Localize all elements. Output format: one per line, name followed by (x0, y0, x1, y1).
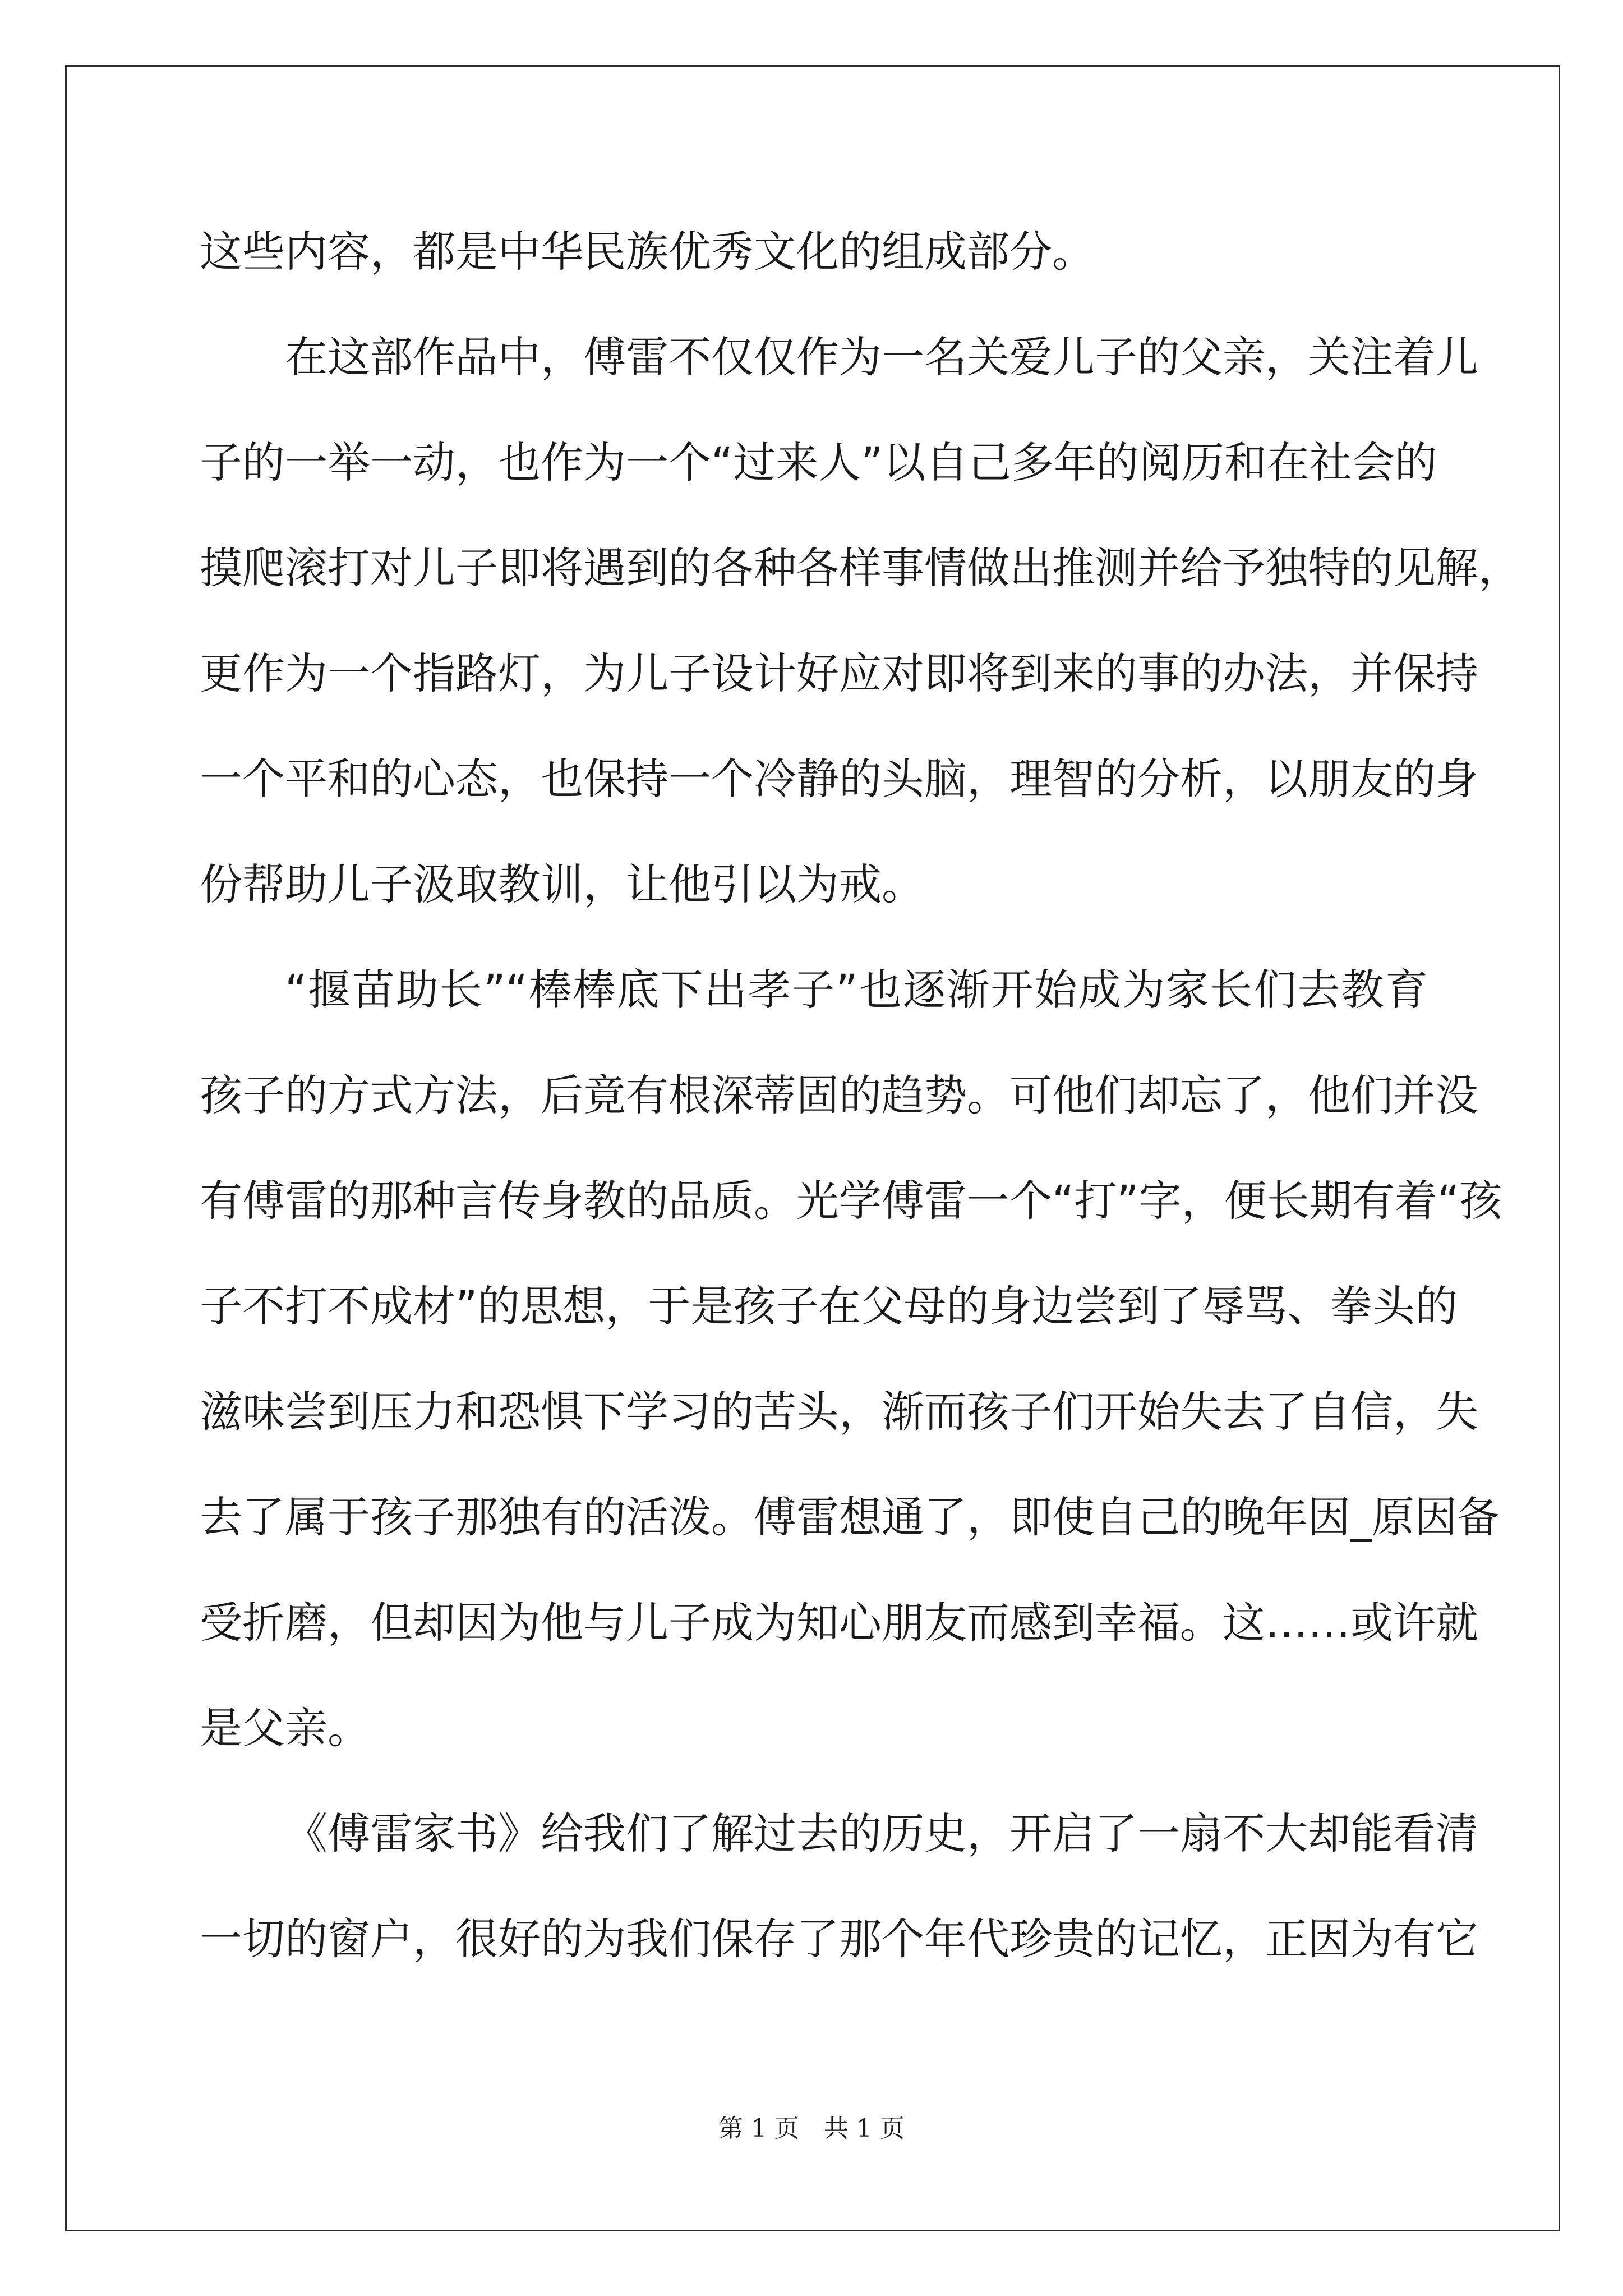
text-line: 一切的窗户，很好的为我们保存了那个年代珍贵的记忆，正因为有它 (200, 1914, 1478, 1964)
text-line: 子的一举一动，也作为一个“过来人”以自己多年的阅历和在社会的 (200, 438, 1437, 487)
text-line: 去了属于孩子那独有的活泼。傅雷想通了，即使自己的晚年因_原因备 (200, 1492, 1500, 1542)
text-line: 滋味尝到压力和恐惧下学习的苦头，渐而孩子们开始失去了自信，失 (200, 1387, 1478, 1437)
document-body (200, 199, 1521, 1992)
page-number: 第 1 页 (718, 2114, 799, 2143)
text-line: 摸爬滚打对儿子即将遇到的各种各样事情做出推测并给予独特的见解， (200, 543, 1521, 593)
text-line: 是父亲。 (200, 1703, 370, 1753)
text-line: 《傅雷家书》给我们了解过去的历史，开启了一扇不大却能看清 (285, 1809, 1478, 1858)
text-line: 受折磨，但却因为他与儿子成为知心朋友而感到幸福。这……或许就 (200, 1598, 1478, 1648)
page-footer (0, 2112, 1623, 2146)
page-total: 共 1 页 (824, 2114, 905, 2143)
text-line: 孩子的方式方法，后竟有根深蒂固的趋势。可他们却忘了，他们并没 (200, 1070, 1478, 1120)
text-line: 更作为一个指路灯，为儿子设计好应对即将到来的事的办法，并保持 (200, 648, 1478, 698)
text-line: “揠苗助长”“棒棒底下出孝子”也逐渐开始成为家长们去教育 (285, 965, 1428, 1015)
text-line: 这些内容，都是中华民族优秀文化的组成部分。 (200, 227, 1095, 277)
text-line: 份帮助儿子汲取教训，让他引以为戒。 (200, 859, 924, 909)
text-line: 在这部作品中，傅雷不仅仅作为一名关爱儿子的父亲，关注着儿 (285, 332, 1478, 382)
text-line: 有傅雷的那种言传身教的品质。光学傅雷一个“打”字，便长期有着“孩 (200, 1176, 1502, 1226)
text-line: 子不打不成材”的思想，于是孩子在父母的身边尝到了辱骂、拳头的 (200, 1281, 1458, 1331)
text-line: 一个平和的心态，也保持一个冷静的头脑，理智的分析，以朋友的身 (200, 754, 1478, 804)
